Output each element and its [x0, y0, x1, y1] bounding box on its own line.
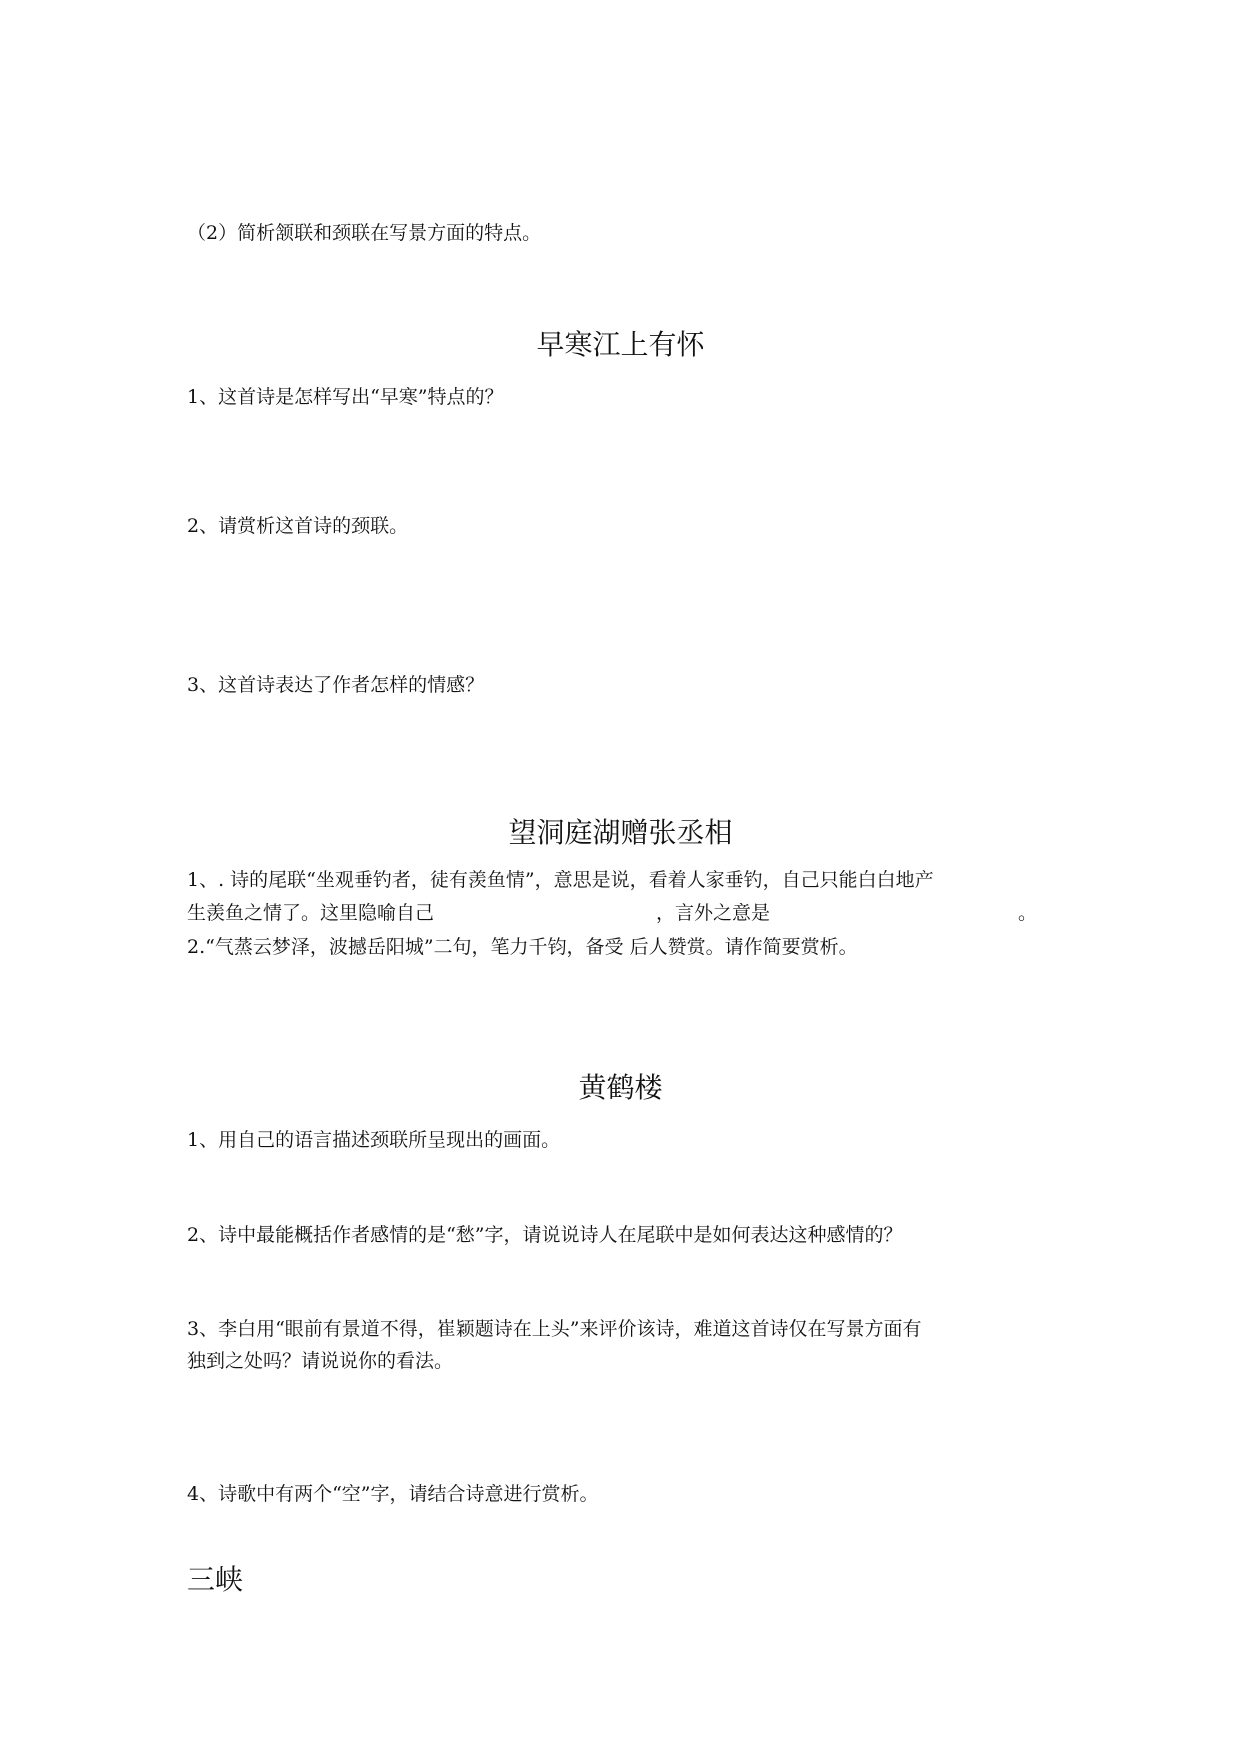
dongtinghu-q1-text-c: 。 [1018, 902, 1038, 924]
zaohan-question-3: 3、这首诗表达了作者怎样的情感？ [187, 674, 485, 696]
dongtinghu-q1-text-b: ，言外之意是 [656, 902, 771, 924]
huanghelou-question-3-line-1: 3、李白用“眼前有景道不得，崔颖题诗在上头”来评价该诗，难道这首诗仅在写景方面有 [187, 1318, 922, 1340]
section-title-huanghelou: 黄鹤楼 [578, 1071, 663, 1104]
dongtinghu-question-1-line-2 [187, 898, 1037, 928]
section-title-sanxia: 三峡 [187, 1563, 244, 1596]
answer-blank-2 [770, 918, 1018, 919]
section-title-dongtinghu: 望洞庭湖赠张丞相 [508, 816, 733, 849]
zaohan-question-1: 1、这首诗是怎样写出“早寒”特点的？ [187, 386, 504, 408]
zaohan-question-2: 2、请赏析这首诗的颈联。 [187, 515, 409, 537]
question-prev-2: （2）简析颔联和颈联在写景方面的特点。 [187, 222, 542, 244]
section-title-zaohan: 早寒江上有怀 [536, 328, 705, 361]
huanghelou-question-3-line-2: 独到之处吗？请说说你的看法。 [187, 1350, 454, 1372]
dongtinghu-q1-text-a: 生羡鱼之情了。这里隐喻自己 [187, 902, 435, 924]
huanghelou-question-4: 4、诗歌中有两个“空”字，请结合诗意进行赏析。 [187, 1483, 599, 1505]
dongtinghu-question-1-line-1: 1、. 诗的尾联“坐观垂钓者，徒有羡鱼情”，意思是说，看着人家垂钓，自己只能白白地产 [187, 869, 934, 891]
huanghelou-question-1: 1、用自己的语言描述颈联所呈现出的画面。 [187, 1129, 561, 1151]
answer-blank-1 [434, 918, 656, 919]
dongtinghu-question-2: 2.“气蒸云梦泽，波撼岳阳城”二句，笔力千钧，备受 后人赞赏。请作简要赏析。 [187, 936, 858, 958]
huanghelou-question-2: 2、诗中最能概括作者感情的是“愁”字，请说说诗人在尾联中是如何表达这种感情的？ [187, 1224, 903, 1246]
